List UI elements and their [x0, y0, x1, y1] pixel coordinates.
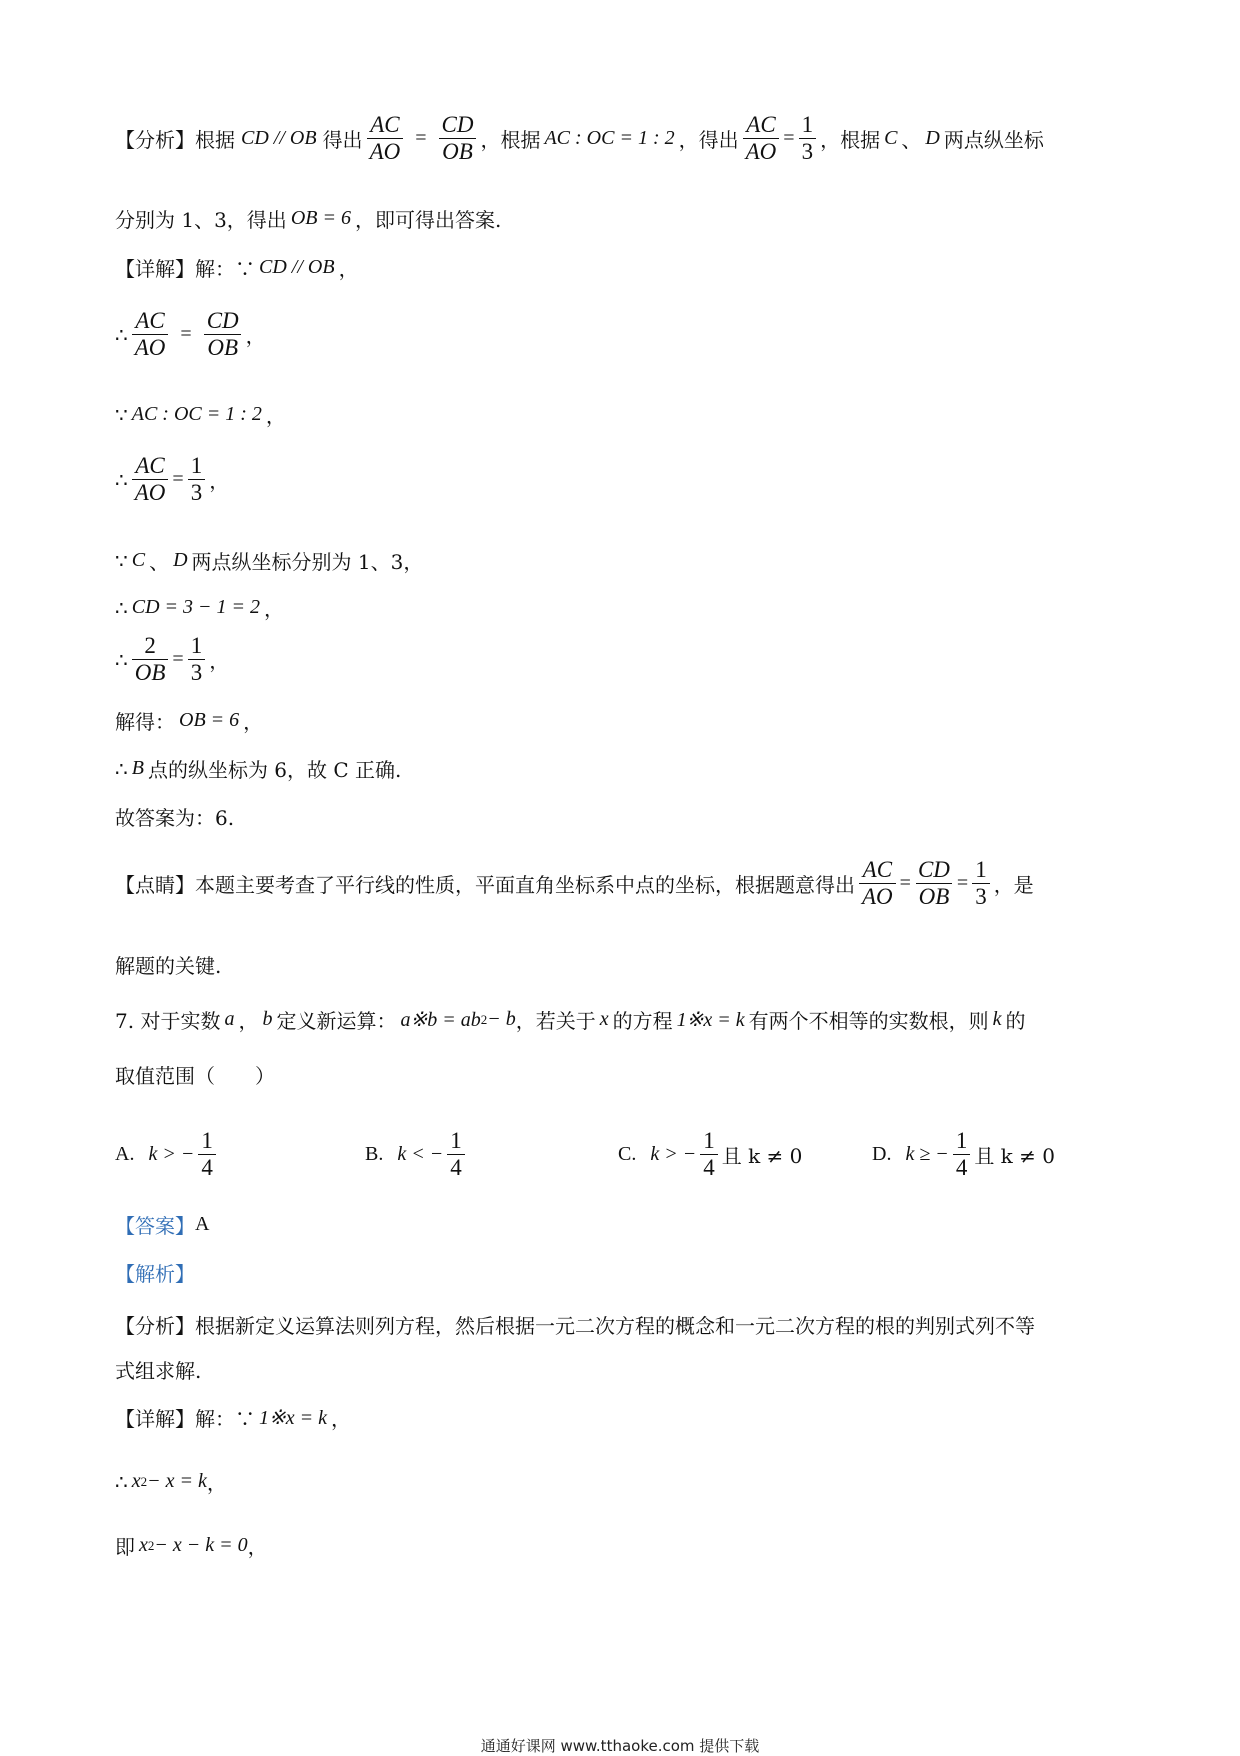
fraction: $\frac{AC}{AO}$: [132, 453, 169, 507]
fraction: $\frac{CD}{OB}$: [439, 112, 477, 166]
answer-tag: 【答案】: [115, 1214, 195, 1238]
detail-line-5: ∵ C 、 D 两点纵坐标分别为 1、3，: [115, 548, 424, 574]
jiexi-line: [115, 1258, 195, 1287]
detail-line-7: ∴ $\frac{2}{OB}$ = $\frac{1}{3}$ ，: [115, 633, 230, 686]
detail-line-6: ∴ CD = 3 − 1 = 2 ，: [115, 595, 285, 621]
question-7-line-2: 取值范围（ ）: [115, 1064, 275, 1088]
detail-line-2: ∴ $\frac{AC}{AO}$ = $\frac{CD}{OB}$ ，: [115, 308, 266, 361]
answer-value: A: [195, 1213, 210, 1235]
fraction: $\frac{CD}{OB}$: [915, 857, 953, 911]
detail-line-1: 【详解】解：∵ CD // OB ，: [115, 256, 359, 281]
analysis2-line-1: 【分析】根据新定义运算法则列方程，然后根据一元二次方程的概念和一元二次方程的根的判别式列不等: [115, 1314, 1035, 1338]
fraction: $\frac{AC}{AO}$: [743, 112, 780, 166]
fraction: $\frac{AC}{AO}$: [367, 112, 404, 166]
fraction: $\frac{AC}{AO}$: [859, 857, 896, 911]
detail-line-9: ∴ B 点的纵坐标为 6，故 C 正确.: [115, 756, 402, 782]
option-b[interactable]: B. k < − $\frac{1}{4}$: [365, 1128, 469, 1182]
answer-line: [115, 1210, 209, 1239]
fraction: $\frac{1}{3}$: [188, 633, 206, 687]
comment-line-1: 【点睛】本题主要考查了平行线的性质，平面直角坐标系中点的坐标，根据题意得出 $\frac{AC}{AO}$ = $\frac{CD}{OB}$ = $\frac{1}{3}$ ，是: [115, 857, 1034, 910]
analysis2-line-2: 式组求解.: [115, 1359, 202, 1383]
fraction: $\frac{CD}{OB}$: [204, 308, 242, 362]
detail2-line-3: 即 x 2 − x − k = 0 ，: [115, 1534, 268, 1559]
fraction: $\frac{1}{3}$: [799, 112, 817, 166]
fraction: $\frac{1}{3}$: [972, 857, 990, 911]
fraction: $\frac{AC}{AO}$: [132, 308, 169, 362]
math-expr: AC : OC = 1 : 2: [544, 127, 675, 150]
analysis-line-2: 分别为 1、3，得出 OB = 6 ，即可得出答案.: [115, 207, 502, 232]
detail-line-3: ∵ AC : OC = 1 : 2 ，: [115, 402, 286, 428]
option-c[interactable]: C. k > − $\frac{1}{4}$ 且 k ≠ 0: [618, 1128, 803, 1181]
detail-line-4: ∴ $\frac{AC}{AO}$ = $\frac{1}{3}$ ，: [115, 453, 230, 506]
fraction: $\frac{2}{OB}$: [132, 633, 169, 687]
fraction: $\frac{1}{4}$: [447, 1128, 465, 1182]
comment-line-2: 解题的关键.: [115, 954, 222, 978]
detail2-line-1: 【详解】解：∵ 1※x = k ，: [115, 1407, 352, 1431]
option-a[interactable]: A. k > − $\frac{1}{4}$: [115, 1128, 220, 1182]
jiexi-tag: 【解析】: [115, 1262, 195, 1286]
detail2-line-2: ∴ x 2 − x = k ，: [115, 1469, 227, 1495]
fraction: $\frac{1}{4}$: [198, 1128, 216, 1182]
detail-line-8: 解得： OB = 6 ，: [115, 709, 264, 734]
fraction: $\frac{1}{4}$: [700, 1128, 718, 1182]
option-d[interactable]: D. k ≥ − $\frac{1}{4}$ 且 k ≠ 0: [872, 1128, 1055, 1181]
detail-line-10: 故答案为：6.: [115, 806, 235, 830]
fraction: $\frac{1}{3}$: [188, 453, 206, 507]
analysis-line-1: 【分析】根据 CD // OB 得出 $\frac{AC}{AO}$ = $\frac{CD}{OB}$ ，根据 AC : OC = 1 : 2 ，得出 $\frac{AC}{AO}$ = $\frac{1}{3}$ ，根据 C 、 D 两点纵坐标: [115, 112, 1044, 165]
math-expr: CD // OB: [241, 127, 317, 150]
question-7-line-1: 7. 对于实数 a ， b 定义新运算： a※b = ab 2 − b ，若关于 x 的方程 1※x = k 有两个不相等的实数根，则 k 的: [115, 1008, 1026, 1033]
page-footer: 通通好课网 www.tthaoke.com 提供下载: [480, 1737, 760, 1755]
fraction: $\frac{1}{4}$: [953, 1128, 971, 1182]
